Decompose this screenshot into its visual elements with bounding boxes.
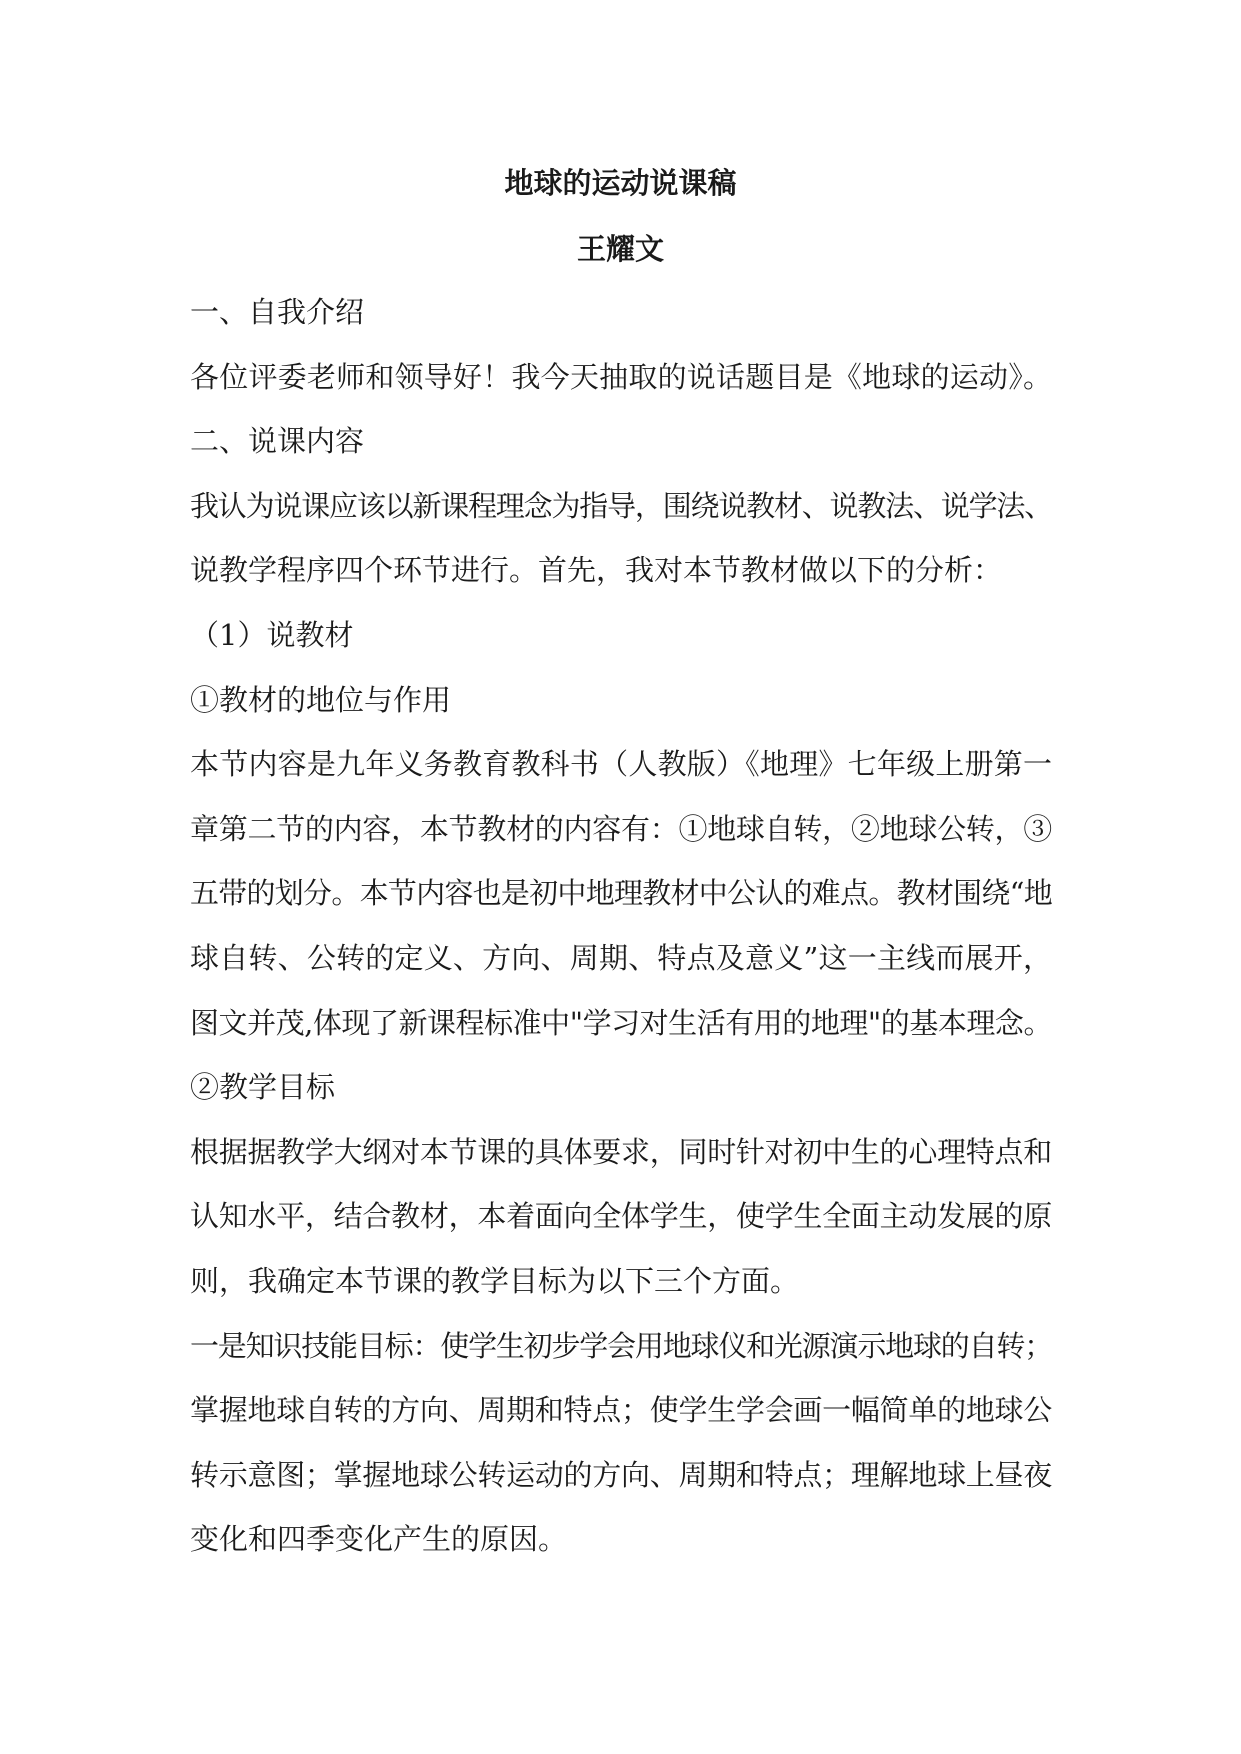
body-line: 则，我确定本节课的教学目标为以下三个方面。 [190,1263,800,1298]
document-title: 地球的运动说课稿 [504,166,737,200]
body-line: 掌握地球自转的方向、周期和特点；使学生学会画一幅简单的地球公 [190,1393,1053,1428]
body-line: 转示意图；掌握地球公转运动的方向、周期和特点；理解地球上昼夜 [190,1457,1053,1492]
body-line: 二、说课内容 [190,424,365,459]
body-line: 变化和四季变化产生的原因。 [190,1522,568,1557]
body-line: 根据据教学大纲对本节课的具体要求，同时针对初中生的心理特点和 [190,1134,1053,1169]
document-body [190,292,1052,1584]
body-line: 图文并茂,体现了新课程标准中"学习对生活有用的地理"的基本理念。 [190,1005,1052,1040]
body-line: 章第二节的内容，本节教材的内容有：①地球自转，②地球公转，③ [190,811,1053,846]
body-line: 五带的划分。本节内容也是初中地理教材中公认的难点。教材围绕“地 [190,876,1052,911]
body-line: （1）说教材 [190,617,354,652]
body-line: 认知水平，结合教材，本着面向全体学生，使学生全面主动发展的原 [190,1199,1053,1234]
body-line: 球自转、公转的定义、方向、周期、特点及意义”这一主线而展开， [190,940,1052,975]
body-line: ②教学目标 [190,1070,336,1105]
document-author: 王耀文 [576,232,664,266]
body-line: 我认为说课应该以新课程理念为指导，围绕说教材、说教法、说学法、 [190,488,1053,523]
body-line: 说教学程序四个环节进行。首先，我对本节教材做以下的分析： [190,553,1003,588]
body-line: 一是知识技能目标：使学生初步学会用地球仪和光源演示地球的自转； [190,1328,1053,1363]
body-line: 各位评委老师和领导好！我今天抽取的说话题目是《地球的运动》。 [190,359,1052,394]
body-line: 一、自我介绍 [190,295,365,329]
body-line: 本节内容是九年义务教育教科书（人教版）《地理》七年级上册第一 [190,747,1052,782]
body-line: ①教材的地位与作用 [190,682,452,717]
